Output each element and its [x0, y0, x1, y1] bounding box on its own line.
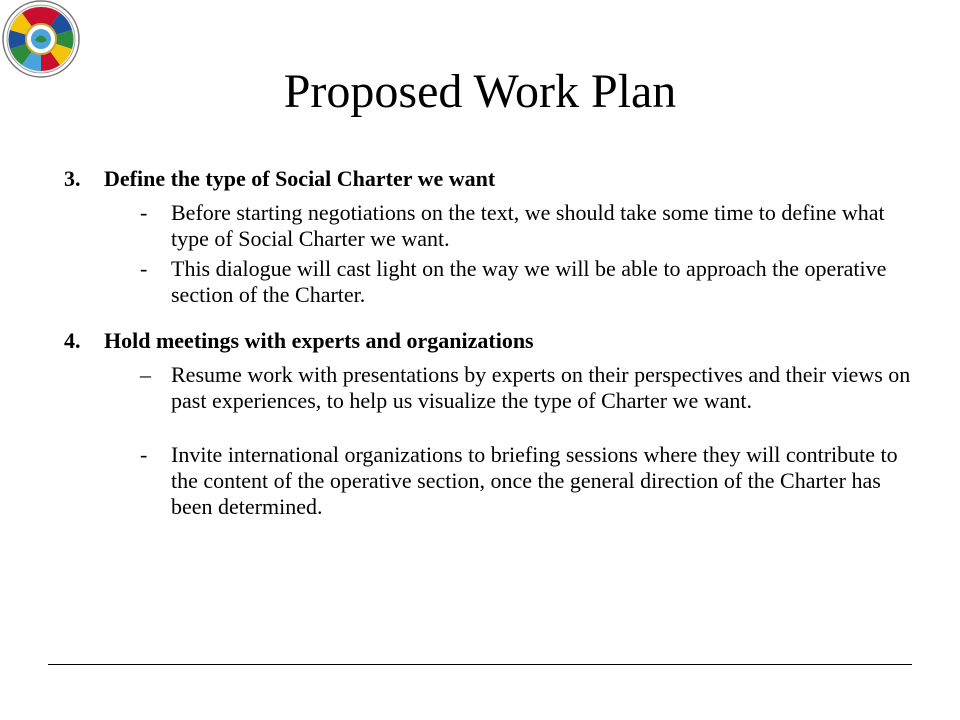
bullet-text: This dialogue will cast light on the way we will be able to approach the operative section of the Charter. [171, 256, 887, 307]
bullet-text: Invite international organizations to briefing sessions where they will contribute to the content of the operative section, once the general direction of the Charter has been determined. [171, 442, 898, 519]
work-plan-item-3 [64, 166, 495, 192]
bullet-dash: - [140, 256, 148, 281]
bullet-text: Before starting negotiations on the text, we should take some time to define what type of Social Charter we want. [171, 200, 885, 251]
item-heading: Define the type of Social Charter we want [104, 166, 496, 191]
item-number: 3. [64, 166, 81, 191]
item-number: 4. [64, 328, 81, 353]
bullet-dash: - [140, 442, 148, 467]
work-plan-item-4 [64, 328, 534, 354]
bullet-dash: – [140, 362, 151, 387]
footer-divider [48, 664, 912, 665]
bullet-dash: - [140, 200, 148, 225]
item-heading: Hold meetings with experts and organizations [104, 328, 534, 353]
bullet-text: Resume work with presentations by experts on their perspectives and their views on past experiences, to help us visualize the type of Charter we want. [171, 362, 911, 413]
slide-title: Proposed Work Plan [283, 65, 677, 118]
